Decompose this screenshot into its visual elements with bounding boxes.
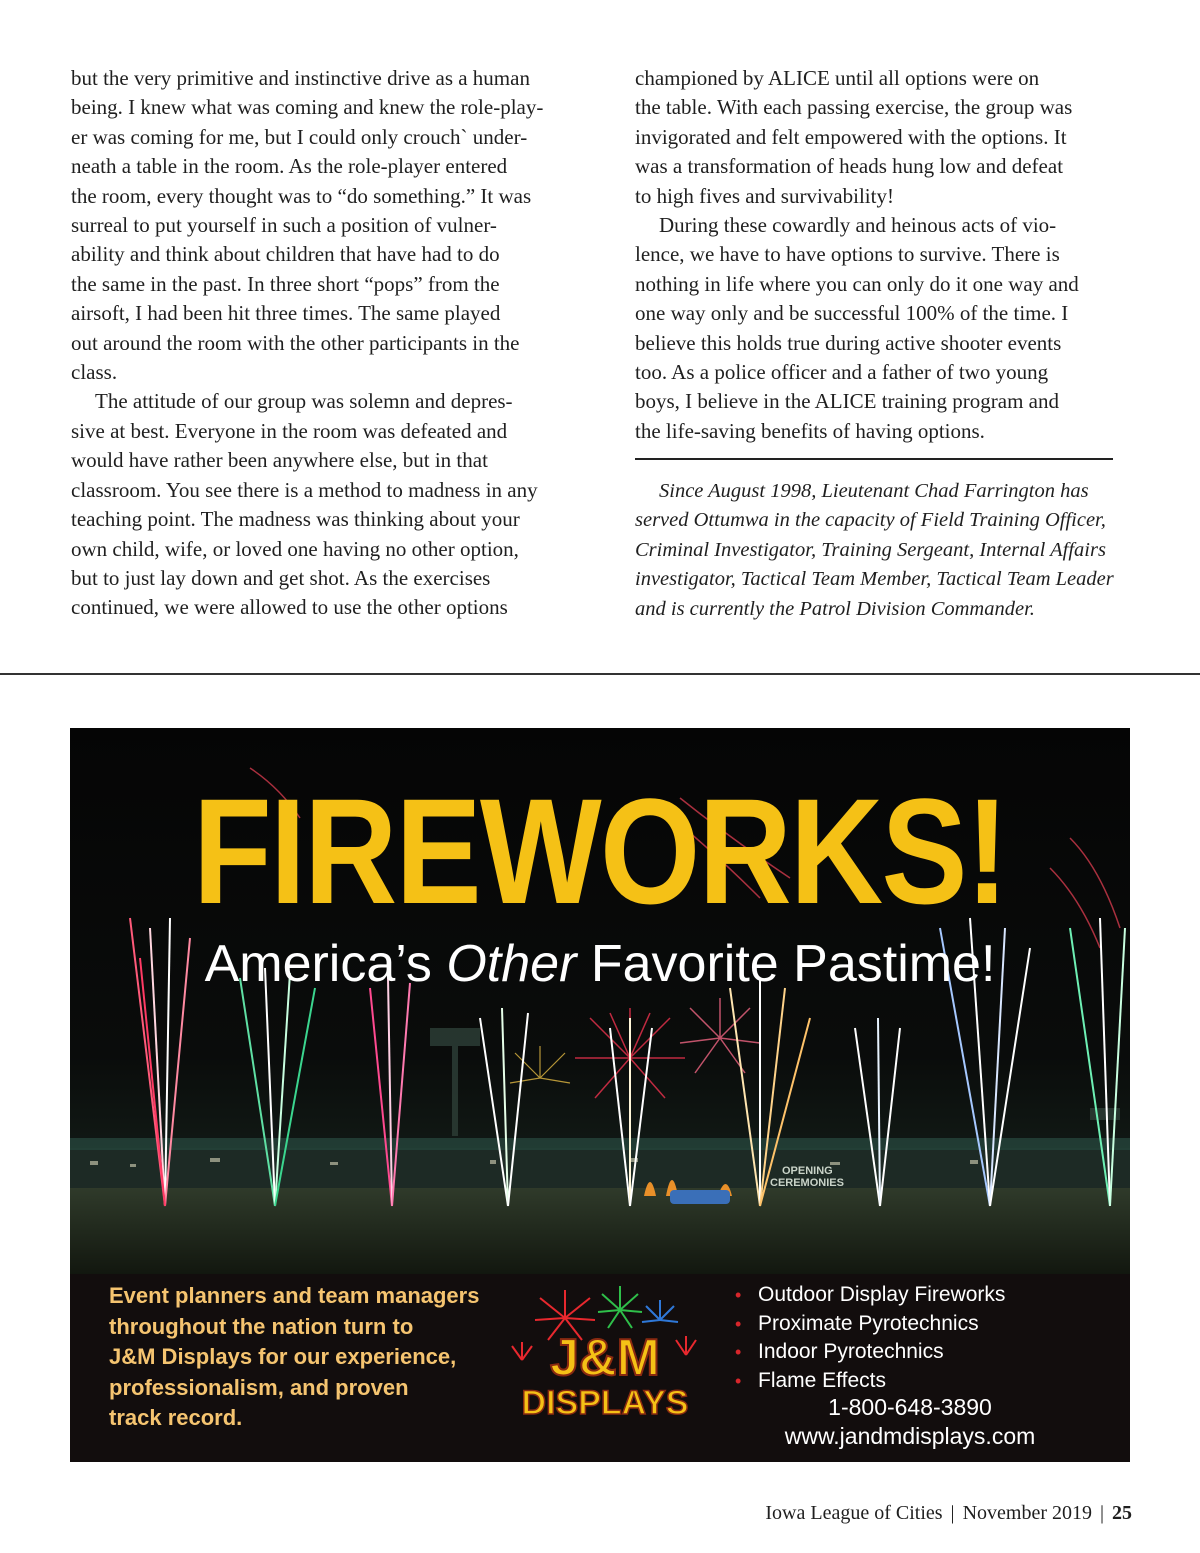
text-line: believe this holds true during active shooter events bbox=[635, 330, 1062, 355]
jm-displays-logo bbox=[510, 1280, 700, 1430]
text-line: classroom. You see there is a method to madness in any bbox=[71, 477, 538, 502]
author-bio-divider bbox=[635, 458, 1113, 460]
list-item bbox=[735, 1367, 1005, 1396]
article-paragraph bbox=[635, 64, 1113, 211]
text-line: surreal to put yourself in such a position of vulner- bbox=[71, 213, 497, 238]
ad-headline: FIREWORKS! bbox=[192, 767, 1008, 935]
bio-line: and is currently the Patrol Division Commander. bbox=[635, 597, 1035, 620]
text-line: nothing in life where you can only do it one way and bbox=[635, 271, 1079, 296]
text-line: neath a table in the room. As the role-player entered bbox=[71, 154, 508, 179]
ad-website: www.jandmdisplays.com bbox=[784, 1423, 1036, 1449]
bio-line: investigator, Tactical Team Member, Tactical Team Leader bbox=[635, 568, 1114, 591]
article-paragraph bbox=[71, 387, 581, 622]
text-line: the room, every thought was to “do something.” It was bbox=[71, 183, 532, 208]
text-line: boys, I believe in the ALICE training program and bbox=[635, 389, 1059, 414]
text-line: lence, we have to have options to survive. There is bbox=[635, 242, 1060, 267]
logo-burst-green bbox=[598, 1286, 642, 1328]
article-paragraph bbox=[635, 211, 1113, 446]
logo-text-displays: DISPLAYS bbox=[521, 1384, 689, 1422]
text-line: invigorated and felt empowered with the options. It bbox=[635, 124, 1067, 149]
sign-text-line-2: CEREMONIES bbox=[770, 1177, 844, 1189]
list-item bbox=[735, 1338, 1005, 1367]
text-line: continued, we were allowed to use the other options bbox=[71, 595, 508, 620]
text-line: was a transformation of heads hung low and defeat bbox=[635, 154, 1064, 179]
page-footer bbox=[765, 1500, 1132, 1526]
fireworks-advertisement bbox=[70, 728, 1130, 1462]
text-line: the table. With each passing exercise, the group was bbox=[635, 95, 1073, 120]
pitch-line: throughout the nation turn to bbox=[109, 1313, 414, 1339]
text-line: would have rather been anywhere else, but in that bbox=[71, 448, 488, 473]
pitch-line: professionalism, and proven bbox=[109, 1374, 409, 1400]
logo-text-jm: J&M bbox=[550, 1329, 660, 1387]
page-number: 25 bbox=[1112, 1502, 1132, 1524]
text-line: championed by ALICE until all options were on bbox=[635, 66, 1040, 90]
text-line: er was coming for me, but I could only crouch` under- bbox=[71, 124, 528, 149]
pitch-line: Event planners and team managers bbox=[109, 1283, 480, 1308]
services-list bbox=[735, 1281, 1005, 1395]
text-line: teaching point. The madness was thinking about your bbox=[71, 507, 520, 532]
list-item bbox=[735, 1310, 1005, 1339]
service-label: Outdoor Display Fireworks bbox=[758, 1283, 1006, 1306]
pitch-line: J&M Displays for our experience, bbox=[109, 1344, 457, 1369]
text-line: ability and think about children that have had to do bbox=[71, 242, 500, 267]
text-line: out around the room with the other participants in the bbox=[71, 330, 520, 355]
baseball-field bbox=[70, 1188, 1130, 1274]
text-line: class. bbox=[71, 360, 118, 385]
ad-tagline bbox=[70, 934, 1130, 994]
footer-issue: November 2019 bbox=[962, 1502, 1092, 1524]
text-line: too. As a police officer and a father of two young bbox=[635, 360, 1049, 385]
text-line: own child, wife, or loved one having no other option, bbox=[71, 536, 519, 561]
text-line: The attitude of our group was solemn and depres- bbox=[95, 389, 513, 414]
bio-line: served Ottumwa in the capacity of Field Training Officer, bbox=[635, 509, 1106, 532]
bio-line: Criminal Investigator, Training Sergeant, Internal Affairs bbox=[635, 538, 1106, 561]
article-right-column bbox=[635, 64, 1113, 446]
footer-publication: Iowa League of Cities bbox=[765, 1502, 943, 1524]
footer-separator: | bbox=[1099, 1502, 1104, 1524]
text-line: being. I knew what was coming and knew the role-play- bbox=[71, 95, 544, 120]
pitch-line: track record. bbox=[109, 1405, 243, 1430]
text-line: but the very primitive and instinctive drive as a human bbox=[71, 66, 530, 90]
tagline-text: Favorite Pastime! bbox=[576, 935, 996, 993]
stadium-stands bbox=[70, 1148, 1130, 1188]
service-label: Flame Effects bbox=[758, 1368, 886, 1392]
bullet-icon: • bbox=[735, 1313, 742, 1334]
bullet-icon: • bbox=[735, 1370, 742, 1391]
stage-vehicle bbox=[670, 1190, 730, 1204]
logo-burst-blue bbox=[642, 1300, 678, 1322]
tagline-text: America’s bbox=[204, 935, 447, 993]
bullet-icon: • bbox=[735, 1342, 742, 1362]
author-bio bbox=[635, 477, 1113, 624]
ad-pitch-text bbox=[109, 1281, 509, 1434]
text-line: During these cowardly and heinous acts of vio- bbox=[659, 213, 1057, 238]
service-label: Proximate Pyrotechnics bbox=[758, 1311, 979, 1335]
text-line: the life-saving benefits of having options. bbox=[635, 418, 985, 443]
text-line: airsoft, I had been hit three times. The same played bbox=[71, 301, 501, 326]
footer-separator: | bbox=[950, 1502, 955, 1524]
text-line: sive at best. Everyone in the room was defeated and bbox=[71, 418, 508, 443]
text-line: one way only and be successful 100% of the time. I bbox=[635, 301, 1069, 326]
service-label: Indoor Pyrotechnics bbox=[758, 1340, 944, 1363]
list-item bbox=[735, 1281, 1005, 1310]
text-line: to high fives and survivability! bbox=[635, 183, 894, 208]
text-line: but to just lay down and get shot. As the exercises bbox=[71, 565, 491, 590]
sign-text-line-1: OPENING bbox=[782, 1165, 833, 1177]
article-left-column bbox=[71, 64, 581, 623]
bullet-icon: • bbox=[735, 1285, 742, 1305]
bio-line: Since August 1998, Lieutenant Chad Farrington has bbox=[659, 480, 1089, 502]
article-paragraph bbox=[71, 64, 581, 387]
tagline-emphasis: Other bbox=[446, 935, 577, 993]
text-line: the same in the past. In three short “pops” from the bbox=[71, 271, 500, 296]
page-divider bbox=[0, 673, 1200, 675]
ad-phone-number: 1-800-648-3890 bbox=[828, 1394, 992, 1420]
